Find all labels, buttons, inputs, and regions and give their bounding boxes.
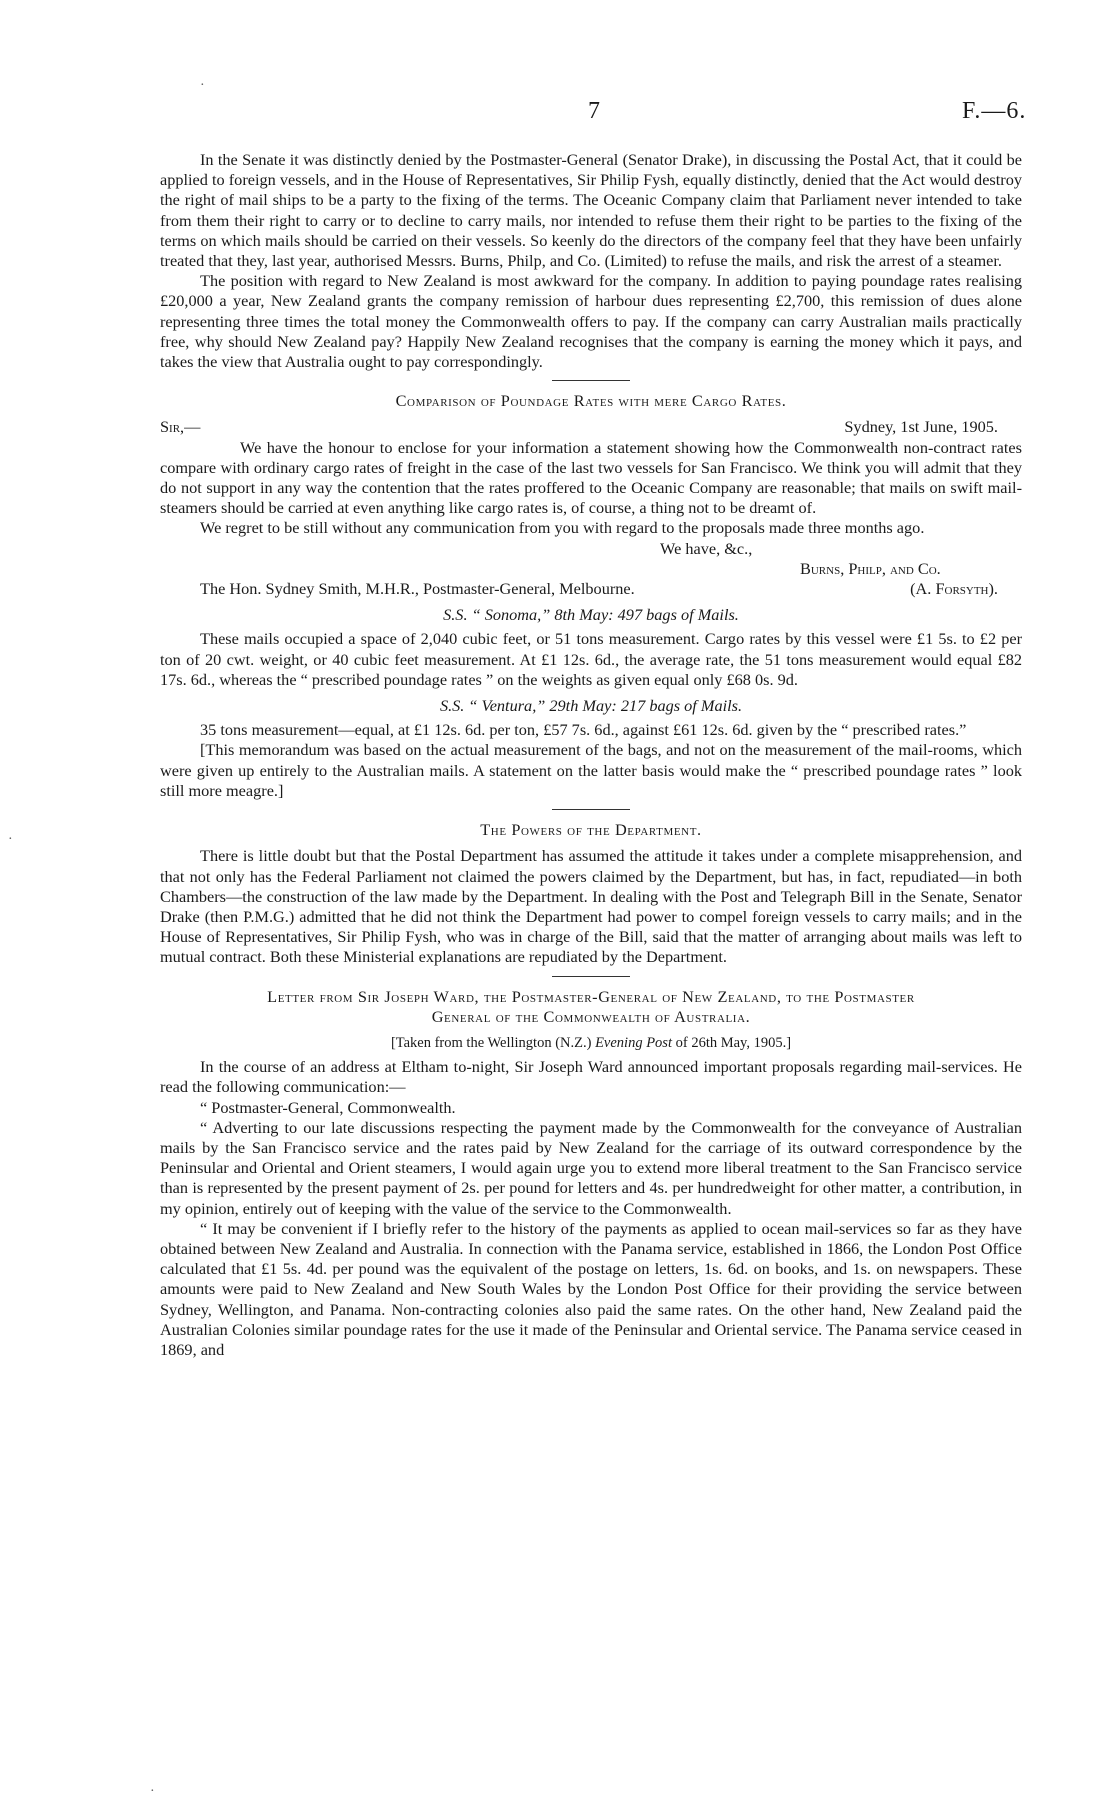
paragraph: We have the honour to enclose for your information a statement showing how the Commonwealth non-contract rates compare with ordinary cargo rates of freight in the case of the last two vessels for San Francisco. We think you will admit that they do not support in any way the contention that the rates proffered to the Oceanic Company are reasonable; that mails on swift mail-steamers should be carried at even anything like cargo rates is, of course, a thing not to be dreamt of. bbox=[160, 437, 1022, 518]
addressee-row bbox=[160, 579, 1022, 599]
subheading: S.S. “ Sonoma,” 8th May: 497 bags of Mails. bbox=[443, 605, 739, 625]
margin-mark: · bbox=[200, 78, 205, 93]
margin-mark: · bbox=[150, 1784, 155, 1799]
section-heading: The Powers of the Department. bbox=[480, 820, 702, 840]
paragraph: “ Adverting to our late discussions respecting the payment made by the Commonwealth for the conveyance of Australian mails by the San Francisco service and the rates paid by New Zealand for the carriage of its outward correspondence by the Peninsular and Oriental and Orient steamers, I would again urge you to extend more liberal treatment to the San Francisco service than is represented by the present payment of 2s. per pound for letters and 4s. per hundredweight for other matter, a contribution, in my opinion, entirely out of keeping with the value of the service to the Commonwealth. bbox=[160, 1117, 1022, 1218]
section-divider bbox=[552, 809, 630, 810]
margin-mark: · bbox=[8, 832, 13, 847]
memorandum-note: [This memorandum was based on the actual measurement of the bags, and not on the measurement of the mail-rooms, which were given up entirely to the Australian mails. A statement on the latter basis would make the “ prescribed poundage rates ” look still more meagre.] bbox=[160, 740, 1022, 800]
document-body bbox=[160, 150, 1022, 1360]
section-divider bbox=[552, 380, 630, 381]
paragraph: These mails occupied a space of 2,040 cubic feet, or 51 tons measurement. Cargo rates by this vessel were £1 5s. to £2 per ton of 20 cwt. weight, or 40 cubic feet measurement. At £1 12s. 6d., the average rate, the 51 tons measurement would equal £82 17s. 6d., whereas the “ prescribed poundage rates ” on the weights as given equal only £68 0s. 9d. bbox=[160, 629, 1022, 689]
signer: (A. Forsyth). bbox=[910, 579, 998, 599]
source-suffix: of 26th May, 1905.] bbox=[675, 1034, 792, 1051]
section-heading: Comparison of Poundage Rates with mere Cargo Rates. bbox=[395, 391, 787, 411]
source-paper: Evening Post bbox=[595, 1034, 672, 1051]
paragraph: “ It may be convenient if I briefly refer to the history of the payments as applied to ocean mail-services so far as they have obtained between New Zealand and Australia. In connection with the Panama service, established in 1866, the London Post Office calculated that £1 5s. 4d. per pound was the equivalent of the postage on letters, 1s. 6d. on books, and 1s. on newspapers. These amounts were paid to New Zealand and New South Wales by the London Post Office for their providing the service between Sydney, Wellington, and Panama. Non-contracting colonies also paid the same rates. On the other hand, New Zealand paid the Australian Colonies similar poundage rates for the use it made of the Peninsular and Oriental service. The Panama service ceased in 1869, and bbox=[160, 1218, 1022, 1359]
paragraph: There is little doubt but that the Postal Department has assumed the attitude it takes under a complete misapprehension, and that not only has the Federal Parliament not claimed the powers claimed by the Department, but has, in fact, repudiated—in both Chambers—the construction of the law made by the Department. In dealing with the Post and Telegraph Bill in the Senate, Senator Drake (then P.M.G.) admitted that he did not think the Department had power to compel foreign vessels to carry mails; and in the House of Representatives, Sir Philip Fysh, who was in charge of the Bill, said that the matter of arranging about mails was left to mutual contract. Both these Ministerial explanations are repudiated by the Department. bbox=[160, 846, 1022, 967]
subheading: S.S. “ Ventura,” 29th May: 217 bags of Mails. bbox=[439, 696, 743, 716]
letter-signatory: Burns, Philp, and Co. bbox=[800, 558, 941, 578]
document-reference: F.—6. bbox=[962, 98, 1027, 124]
source-prefix: [Taken from the Wellington (N.Z.) bbox=[390, 1034, 592, 1051]
section-heading: General of the Commonwealth of Australia. bbox=[431, 1006, 751, 1026]
source-citation bbox=[160, 1033, 1022, 1053]
paragraph: The position with regard to New Zealand is most awkward for the company. In addition to paying poundage rates realising £20,000 a year, New Zealand grants the company remission of harbour dues representing £2,700, this remission of dues alone representing three times the total money the Commonwealth offers to pay. If the company can carry Australian mails practically free, why should New Zealand pay? Happily New Zealand recognises that the company is earning the money which it pays, and takes the view that Australia ought to pay correspondingly. bbox=[160, 271, 1022, 372]
salutation: Sir,— bbox=[160, 417, 201, 437]
page-number: 7 bbox=[588, 98, 600, 124]
paragraph: We regret to be still without any communication from you with regard to the proposals made three months ago. bbox=[200, 518, 925, 538]
addressee: The Hon. Sydney Smith, M.H.R., Postmaster-General, Melbourne. bbox=[200, 579, 635, 599]
paragraph: “ Postmaster-General, Commonwealth. bbox=[200, 1097, 456, 1117]
letter-closing: We have, &c., bbox=[660, 538, 753, 558]
paragraph: In the course of an address at Eltham to-night, Sir Joseph Ward announced important proposals regarding mail-services. He read the following communication:— bbox=[160, 1057, 1022, 1097]
section-divider bbox=[552, 976, 630, 977]
letter-salutation-row bbox=[160, 417, 1022, 437]
section-heading: Letter from Sir Joseph Ward, the Postmaster-General of New Zealand, to the Postmaster bbox=[267, 986, 915, 1006]
place-date: Sydney, 1st June, 1905. bbox=[844, 417, 998, 437]
paragraph: 35 tons measurement—equal, at £1 12s. 6d. per ton, £57 7s. 6d., against £61 12s. 6d. given by the “ prescribed rates.” bbox=[200, 720, 967, 740]
paragraph: In the Senate it was distinctly denied by the Postmaster-General (Senator Drake), in discussing the Postal Act, that it could be applied to foreign vessels, and in the House of Representatives, Sir Philip Fysh, equally distinctly, denied that the Act would destroy the right of mail ships to be a party to the fixing of the terms. The Oceanic Company claim that Parliament never intended to take from them their right to carry or to decline to carry mails, nor intended to refuse them their right to be parties to the fixing of the terms on which mails should be carried on their vessels. So keenly do the directors of the company feel that they have been unfairly treated that they, last year, authorised Messrs. Burns, Philp, and Co. (Limited) to refuse the mails, and risk the arrest of a steamer. bbox=[160, 150, 1022, 271]
